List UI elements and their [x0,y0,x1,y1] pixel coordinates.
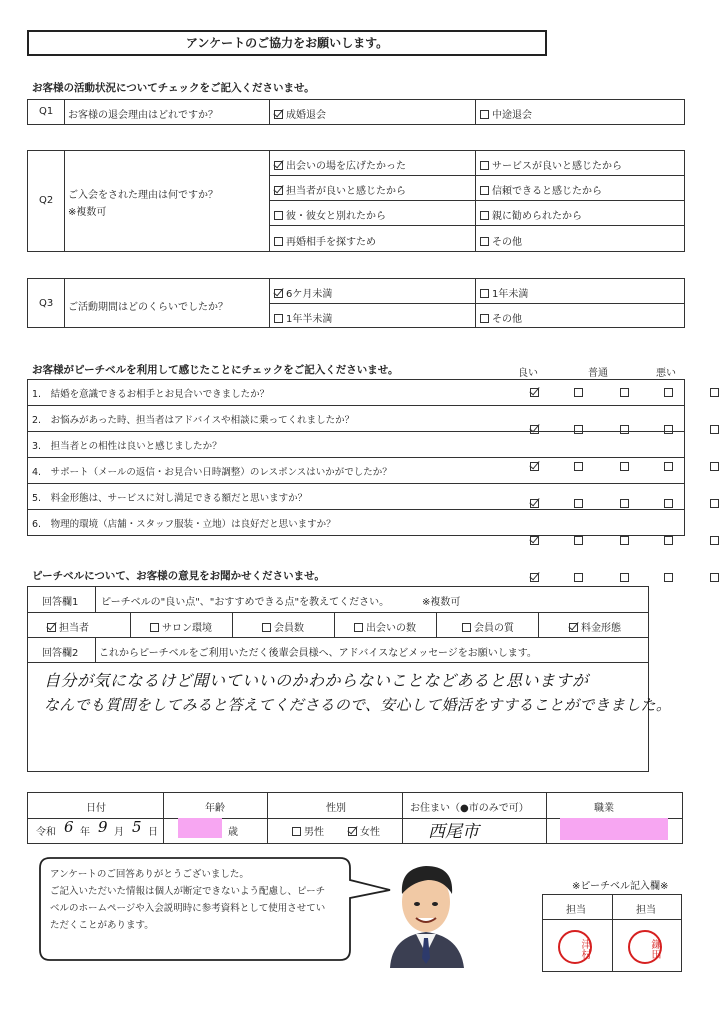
header-age: 年齢 [205,803,225,814]
q3-option[interactable]: 6ケ月未満 [274,285,332,300]
q3-option[interactable]: 1年半未満 [274,310,332,325]
q1-option[interactable]: 中途退会 [480,106,532,121]
stamp-kamata: 鎌田 [628,930,662,964]
rating-checkbox[interactable] [530,462,539,471]
rating-checkbox[interactable] [530,425,539,434]
rating-checkbox[interactable] [620,536,629,545]
rating-checkbox[interactable] [574,536,583,545]
q3-option[interactable]: 1年未満 [480,285,528,300]
rating-checkbox[interactable] [620,462,629,471]
checkbox-icon [480,289,489,298]
gender-option-male[interactable]: 男性 [292,823,324,838]
checkbox-icon [480,211,489,220]
rating-checkbox[interactable] [574,573,583,582]
date-month: 9 [98,818,108,836]
q2-question: ご入会をされた理由は何ですか？ [68,190,218,201]
rating-checkbox[interactable] [664,573,673,582]
answer1-label: 回答欄1 [42,597,79,608]
rating-checkbox[interactable] [710,462,719,471]
date-year-unit: 年 [80,827,90,838]
checkbox-icon [274,289,283,298]
answer1-note: ※複数可 [422,597,461,608]
q2-option[interactable]: 担当者が良いと感じたから [274,182,406,197]
checkbox-icon [150,623,159,632]
checkbox-icon [348,827,357,836]
answer1-option[interactable]: 出会いの数 [354,619,416,634]
header-date: 日付 [86,803,106,814]
q2-option[interactable]: 彼・彼女と別れたから [274,207,386,222]
rating-checkbox[interactable] [530,573,539,582]
rating-checkbox[interactable] [664,388,673,397]
staff-avatar-illustration [380,858,472,968]
rating-checkbox[interactable] [620,425,629,434]
answer1-option[interactable]: 担当者 [47,619,89,634]
answer2-prompt: これからピーチベルをご利用いただく後輩会員様へ、アドバイスなどメッセージをお願いします。 [99,648,537,659]
q1-option[interactable]: 成婚退会 [274,106,326,121]
q2-option[interactable]: 再婚相手を探すため [274,233,376,248]
staff-section-title: ※ピーチベル記入欄※ [572,881,669,892]
rating-checkbox[interactable] [710,388,719,397]
stamp-tsumura: 津村 [558,930,592,964]
rating-question: 1. 結婚を意識できるお相手とお見合いできましたか？ [32,389,270,400]
section3-heading: ピーチベルについて、お客様の意見をお聞かせくださいませ。 [32,570,325,582]
rating-checkbox[interactable] [710,499,719,508]
checkbox-icon [274,186,283,195]
answer2-handwritten-line1: 自分が気になるけど聞いていいのかわからないことなどあると思いますが [44,671,589,690]
header-job: 職業 [594,803,614,814]
gender-option-female[interactable]: 女性 [348,823,380,838]
rating-checkbox[interactable] [710,573,719,582]
checkbox-icon [274,110,283,119]
answer1-option[interactable]: 会員数 [262,619,304,634]
checkbox-icon [274,211,283,220]
q2-option[interactable]: 親に勧められたから [480,207,582,222]
answer1-prompt: ピーチベルの"良い点"、"おすすめできる点"を教えてください。 [101,597,390,608]
rating-checkbox[interactable] [530,499,539,508]
rating-checkbox[interactable] [710,536,719,545]
checkbox-icon [274,314,283,323]
q2-option[interactable]: その他 [480,233,522,248]
checkbox-icon [480,110,489,119]
rating-checkbox[interactable] [620,499,629,508]
q2-option[interactable]: 信頼できると感じたから [480,182,602,197]
rating-checkbox[interactable] [530,388,539,397]
rating-checkbox[interactable] [664,536,673,545]
scale-normal: 普通 [588,368,608,379]
checkbox-icon [462,623,471,632]
staff-col-1: 担当 [566,905,586,916]
checkbox-icon [274,237,283,246]
rating-table [27,379,685,536]
rating-checkbox[interactable] [620,573,629,582]
rating-question: 4. サポート（メールの返信・お見合い日時調整）のレスポンスはいかがでしたか？ [32,467,392,478]
age-redaction [178,818,222,838]
checkbox-icon [292,827,301,836]
title-box [27,30,547,56]
q2-option[interactable]: サービスが良いと感じたから [480,157,622,172]
checkbox-icon [569,623,578,632]
q1-id: Q1 [39,106,54,117]
rating-checkbox[interactable] [530,536,539,545]
q2-id: Q2 [39,195,54,206]
answer2-handwritten-line2: なんでも質問をしてみると答えてくださるので、安心して婚活をすすることができました。 [44,696,672,714]
checkbox-icon [274,161,283,170]
checkbox-icon [47,623,56,632]
rating-question: 3. 担当者との相性は良いと感じましたか？ [32,441,222,452]
date-year: 6 [64,818,74,836]
rating-question: 6. 物理的環境（店舗・スタッフ服装・立地）は良好だと思いますか？ [32,519,336,530]
q3-option[interactable]: その他 [480,310,522,325]
q2-note: ※複数可 [68,207,107,218]
q1-question: お客様の退会理由はどれですか？ [68,110,218,121]
q3-id: Q3 [39,298,54,309]
answer1-option[interactable]: 料金形態 [569,619,621,634]
date-day: 5 [132,818,142,836]
rating-question: 2. お悩みがあった時、担当者はアドバイスや相談に乗ってくれましたか？ [32,415,355,426]
rating-checkbox[interactable] [574,499,583,508]
date-month-unit: 月 [114,827,124,838]
checkbox-icon [480,161,489,170]
date-era: 令和 [36,827,56,838]
rating-checkbox[interactable] [574,388,583,397]
staff-table [542,894,682,972]
answer1-option[interactable]: 会員の質 [462,619,514,634]
checkbox-icon [480,186,489,195]
age-unit: 歳 [228,827,238,838]
scale-good: 良い [518,368,538,379]
rating-checkbox[interactable] [664,499,673,508]
checkbox-icon [354,623,363,632]
header-address: お住まい（●市のみで可） [410,803,529,814]
rating-checkbox[interactable] [574,425,583,434]
answer1-option[interactable]: サロン環境 [150,619,212,634]
rating-checkbox[interactable] [620,388,629,397]
section2-heading: お客様がピーチベルを利用して感じたことにチェックをご記入くださいませ。 [32,364,399,376]
rating-checkbox[interactable] [664,425,673,434]
header-gender: 性別 [326,803,346,814]
address-value: 西尾市 [428,822,479,842]
scale-bad: 悪い [656,368,676,379]
staff-col-2: 担当 [636,905,656,916]
q2-option[interactable]: 出会いの場を広げたかった [274,157,406,172]
rating-checkbox[interactable] [574,462,583,471]
rating-checkbox[interactable] [710,425,719,434]
section1-heading: お客様の活動状況についてチェックをご記入くださいませ。 [32,82,315,94]
checkbox-icon [480,237,489,246]
answer2-label: 回答欄2 [42,648,79,659]
job-redaction [560,818,668,840]
q3-question: ご活動期間はどのくらいでしたか？ [68,302,228,313]
page-title: アンケートのご協力をお願いします。 [185,36,389,50]
checkbox-icon [480,314,489,323]
checkbox-icon [262,623,271,632]
rating-checkbox[interactable] [664,462,673,471]
date-day-unit: 日 [148,827,158,838]
footer-message: アンケートのご回答ありがとうございました。 ご記入いただいた情報は個人が断定できないよう配慮し、ピーチ ベルのホームページや入会説明時に参考資料として使用させてい ただくことがあります。 [50,869,326,931]
rating-question: 5. 料金形態は、サービスに対し満足できる額だと思いますか？ [32,493,308,504]
